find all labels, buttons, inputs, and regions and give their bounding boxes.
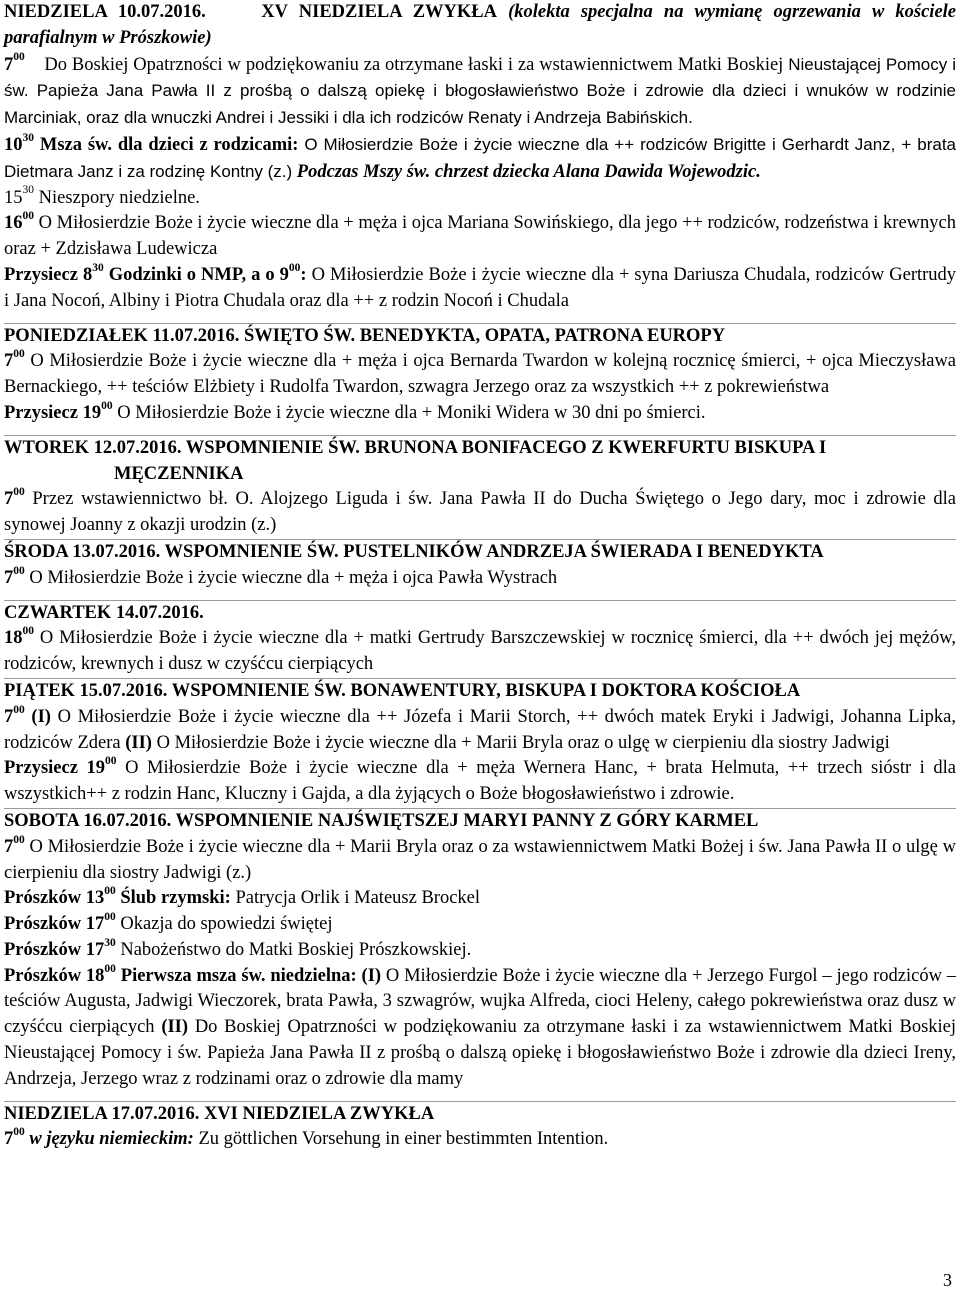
intention-text: O Miłosierdzie Boże i życie wieczne dla ++ rodziców Brigitte i Gerhardt Janz, + brata Dietmara Janz i za rodzinę Kontny (z.) [4, 134, 956, 181]
mass-intention [4, 52, 956, 132]
intention-text: Przez wstawiennictwo bł. O. Alojzego Liguda i św. Jana Pawła II do Ducha Świętego o Jego dary, moc i zdrowie dla synowej Joanny z okazji urodzin (z.) [4, 489, 957, 536]
day-heading: ŚRODA 13.07.2016. WSPOMNIENIE ŚW. PUSTELNIKÓW ANDRZEJA ŚWIERADA I BENEDYKTA [4, 541, 824, 562]
service-time: $15^{30}$ [4, 184, 34, 208]
mass-time: $7^{00}$ [4, 51, 25, 75]
service-time: Prószków $17^{30}$ [4, 936, 116, 960]
intention-text: O Miłosierdzie Boże i życie wieczne dla + męża i ojca Pawła Wystrach [29, 567, 558, 588]
mass-time: Przysiecz $8^{30}$ Godzinki o NMP, a o $9^{00}$: [4, 261, 307, 285]
mass-intention [4, 705, 956, 757]
service-text: Okazja do spowiedzi świętej [120, 914, 333, 935]
mass-time: Przysiecz $19^{00}$ [4, 399, 113, 423]
date-heading: NIEDZIELA 10.07.2016. [4, 2, 206, 22]
mass-time: $10^{30}$ Msza św. [4, 131, 112, 155]
mass-time: $7^{00}$ [4, 486, 25, 510]
mass-time: Przysiecz $19^{00}$ [4, 755, 117, 779]
service-text: Nabożeństwo do Matki Boskiej Prószkowskiej. [120, 939, 472, 960]
intention-text: O Miłosierdzie Boże i życie wieczne dla + syna Dariusza Chudala, rodziców Gertrudy i Jana Nocoń, Albiny i Piotra Chudala oraz dla ++ z rodzin Nocoń i Chudala [4, 264, 957, 311]
mass-intention [4, 1127, 956, 1153]
intention-text: Nieustającej Pomocy i św. Papieża Jana Pawła II z prośbą o dalszą opiekę i błogosławieństwo Boże i zdrowie dla dzieci i wnuków w rodzinie Marciniak, oraz dla wnuczki Andrei i Jessiki i dla ich rodziców Renaty i Andrzeja Babińskich. [4, 54, 956, 128]
mass-time: $18^{00}$ [4, 625, 34, 649]
intention-text: O Miłosierdzie Boże i życie wieczne dla + męża i ojca Bernarda Twardon w kolejną rocznicę śmierci, + ojca Mieczysława Bernackiego, ++ teściów Elżbiety i Rudolfa Twardon, szwagra Jerzego oraz za wszystkich ++ z pokrewieństwa [4, 351, 957, 398]
mass-intention [4, 835, 956, 887]
document-page [4, 0, 956, 1153]
baptism-note: Podczas Mszy św. chrzest dziecka Alana Dawida Wojewodzic. [296, 161, 761, 182]
mass-intention [4, 349, 956, 401]
service-text: Nieszpory niedzielne. [38, 187, 200, 208]
sunday-heading [4, 0, 956, 52]
mass-intention [4, 756, 956, 808]
mass-time: $7^{00}$ [4, 564, 25, 588]
devotion-line [4, 938, 956, 964]
intention-text: Do Boskiej Opatrzności w podziękowaniu za otrzymane łaski i za wstawiennictwem Matki Boskiej [44, 54, 784, 75]
service-time: Prószków $13^{00}$ Ślub rzymski: [4, 885, 231, 909]
intention-marker: (I) [361, 965, 382, 986]
mass-time: $7^{00}$ [4, 703, 25, 727]
confession-line [4, 912, 956, 938]
intention-text: O Miłosierdzie Boże i życie wieczne dla + matki Gertrudy Barszczewskiej w rocznicę śmierci, dla ++ dwóch jej mężów, rodziców, krewnych i dusz w czyśćcu cierpiących [4, 628, 956, 675]
intention-marker: (II) [161, 1017, 189, 1038]
day-heading: NIEDZIELA 17.07.2016. XVI NIEDZIELA ZWYKŁA [4, 1103, 435, 1124]
vespers-line [4, 186, 956, 212]
mass-time: $16^{00}$ [4, 210, 34, 234]
mass-intention [4, 401, 956, 427]
mass-time: $7^{00}$ [4, 348, 25, 372]
intention-group: dla dzieci z rodzicami: [117, 134, 299, 155]
mass-time: $7^{00}$ [4, 833, 25, 857]
intention-text: Zu göttlichen Vorsehung in einer bestimmten Intention. [198, 1129, 609, 1150]
day-heading: CZWARTEK 14.07.2016. [4, 602, 204, 623]
day-heading-continued: MĘCZENNIKA [114, 463, 244, 484]
language-note: w języku niemieckim: [29, 1129, 194, 1150]
intention-marker: (II) [125, 732, 152, 753]
intention-text: O Miłosierdzie Boże i życie wieczne dla ++ Józefa i Marii Storch, ++ dwóch matek Eryki i Jadwigi, Johanna Lipka, rodziców Zdera [4, 706, 957, 753]
mass-intention [4, 626, 956, 678]
collection-note: (kolekta specjalna na wymianę ogrzewania w kościele parafialnym w Prószkowie) [4, 2, 957, 48]
service-time: Prószków $17^{00}$ [4, 910, 116, 935]
intention-marker: (I) [31, 706, 51, 727]
intention-text: O Miłosierdzie Boże i życie wieczne dla + Jerzego Furgol – jego rodziców – teściów Augusta, Jadwigi Wieczorek, brata Pawła, 3 szwagrów, wujka Alfreda, cioci Heleny, całego pokrewieństwa oraz dusz w czyśćcu cierpiących [4, 965, 957, 1038]
mass-time: Prószków $18^{00}$ Pierwsza msza św. niedzielna: [4, 962, 357, 986]
mass-intention [4, 263, 956, 315]
mass-intention [4, 964, 956, 1093]
mass-intention [4, 211, 956, 263]
service-text: Patrycja Orlik i Mateusz Brockel [235, 888, 481, 909]
day-heading: PONIEDZIAŁEK 11.07.2016. ŚWIĘTO ŚW. BENEDYKTA, OPATA, PATRONA EUROPY [4, 325, 726, 346]
day-heading: SOBOTA 16.07.2016. WSPOMNIENIE NAJŚWIĘTSZEJ MARYI PANNY Z GÓRY KARMEL [4, 810, 759, 831]
intention-text: O Miłosierdzie Boże i życie wieczne dla + Marii Bryla oraz o ulgę w cierpieniu dla siostry Jadwigi [156, 732, 890, 753]
intention-text: O Miłosierdzie Boże i życie wieczne dla + Moniki Widera w 30 dni po śmierci. [117, 402, 706, 423]
feast-title: XV NIEDZIELA ZWYKŁA [261, 2, 497, 22]
page-number: 3 [943, 1270, 952, 1290]
intention-text: O Miłosierdzie Boże i życie wieczne dla + męża i ojca Mariana Sowińskiego, dla jego ++ rodziców, rodzeństwa i krewnych oraz + Zdzisława Ludewicza [4, 213, 956, 260]
wedding-line [4, 886, 956, 912]
day-heading: WTOREK 12.07.2016. WSPOMNIENIE ŚW. BRUNONA BONIFACEGO Z KWERFURTU BISKUPA I [4, 437, 827, 458]
intention-text: Do Boskiej Opatrzności w podziękowaniu za otrzymane łaski i za wstawiennictwem Matki Boskiej Nieustającej Pomocy i św. Papieża Jana Pawła II z prośbą o dalszą opiekę i błogosławieństwo Boże i zdrowie dla dzieci Ireny, Andrzeja, Jerzego wraz z rodzinami oraz o zdrowie dla mamy [4, 1017, 957, 1089]
day-heading: PIĄTEK 15.07.2016. WSPOMNIENIE ŚW. BONAWENTURY, BISKUPA I DOKTORA KOŚCIOŁA [4, 680, 801, 701]
intention-text: O Miłosierdzie Boże i życie wieczne dla + męża Wernera Hanc, + brata Helmuta, ++ trzech sióstr i dla wszystkich++ z rodzin Hanc, Kluczny i Gajda, a dla żyjących o Boże błogosławieństwo i zdrowie. [4, 758, 956, 805]
mass-intention [4, 566, 956, 592]
intention-text: O Miłosierdzie Boże i życie wieczne dla + Marii Bryla oraz o za wstawiennictwem Matki Bożej i św. Jana Pawła II o ulgę w cierpieniu dla siostry Jadwigi (z.) [4, 836, 956, 883]
mass-intention [4, 132, 956, 186]
mass-time: $7^{00}$ [4, 1126, 25, 1150]
mass-intention [4, 487, 956, 539]
